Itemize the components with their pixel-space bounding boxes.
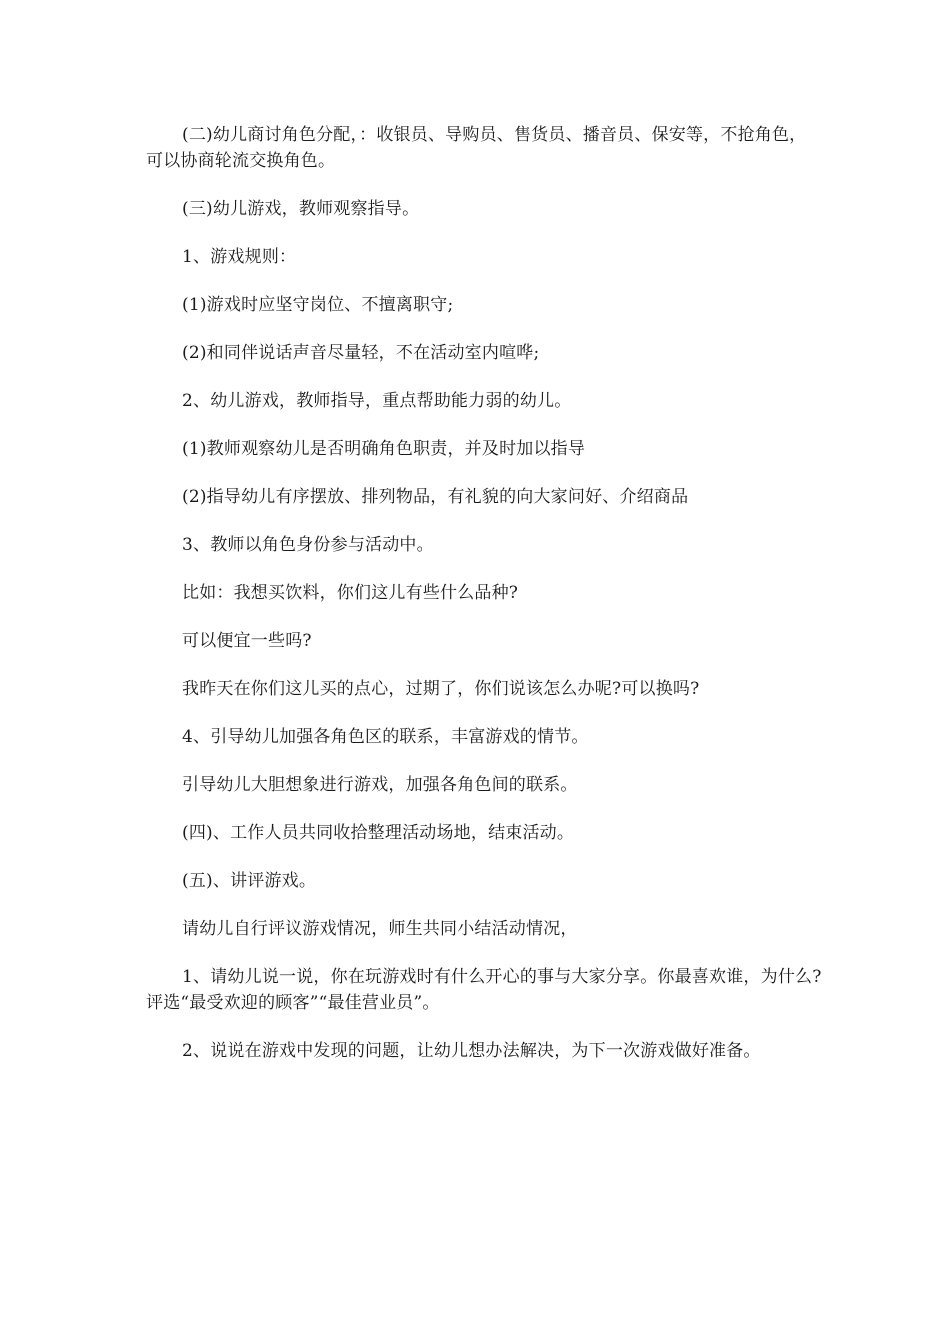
- paragraph-role-assignment: (二)幼儿商讨角色分配，：收银员、导购员、售货员、播音员、保安等，不抢角色，可以协商轮流交换角色。: [146, 125, 807, 171]
- paragraph-self-evaluation: 请幼儿自行评议游戏情况，师生共同小结活动情况，: [182, 919, 578, 939]
- paragraph-guidance-one: (1)教师观察幼儿是否明确角色职责，并及时加以指导: [182, 439, 586, 459]
- paragraph-share-happy: 1、请幼儿说一说，你在玩游戏时有什么开心的事与大家分享。你最喜欢谁，为什么?评选“最受欢迎的顾客”“最佳营业员”。: [146, 967, 822, 1013]
- paragraph-example-drinks: 比如：我想买饮料，你们这儿有些什么品种?: [182, 583, 519, 603]
- paragraph-example-cheaper: 可以便宜一些吗?: [182, 631, 312, 651]
- paragraph-guidance-two: (2)指导幼儿有序摆放、排列物品，有礼貌的向大家问好、介绍商品: [182, 487, 689, 507]
- paragraph-discuss-problems: 2、说说在游戏中发现的问题，让幼儿想办法解决，为下一次游戏做好准备。: [182, 1041, 761, 1061]
- document-body: [146, 122, 822, 1086]
- paragraph-section-five: (五)、讲评游戏。: [182, 871, 317, 891]
- paragraph-strengthen-links: 4、引导幼儿加强各角色区的联系，丰富游戏的情节。: [182, 727, 589, 747]
- paragraph-teacher-role: 3、教师以角色身份参与活动中。: [182, 535, 434, 555]
- paragraph-section-four: (四)、工作人员共同收拾整理活动场地，结束活动。: [182, 823, 575, 843]
- paragraph-rule-two: (2)和同伴说话声音尽量轻，不在活动室内喧哗;: [182, 343, 540, 363]
- paragraph-game-rules-heading: 1、游戏规则：: [182, 247, 297, 267]
- paragraph-section-three: (三)幼儿游戏，教师观察指导。: [182, 199, 420, 219]
- paragraph-imagination: 引导幼儿大胆想象进行游戏，加强各角色间的联系。: [182, 775, 578, 795]
- paragraph-rule-one: (1)游戏时应坚守岗位、不擅离职守;: [182, 295, 454, 315]
- paragraph-teacher-guidance: 2、幼儿游戏，教师指导，重点帮助能力弱的幼儿。: [182, 391, 572, 411]
- paragraph-example-expired: 我昨天在你们这儿买的点心，过期了，你们说该怎么办呢?可以换吗?: [182, 679, 700, 699]
